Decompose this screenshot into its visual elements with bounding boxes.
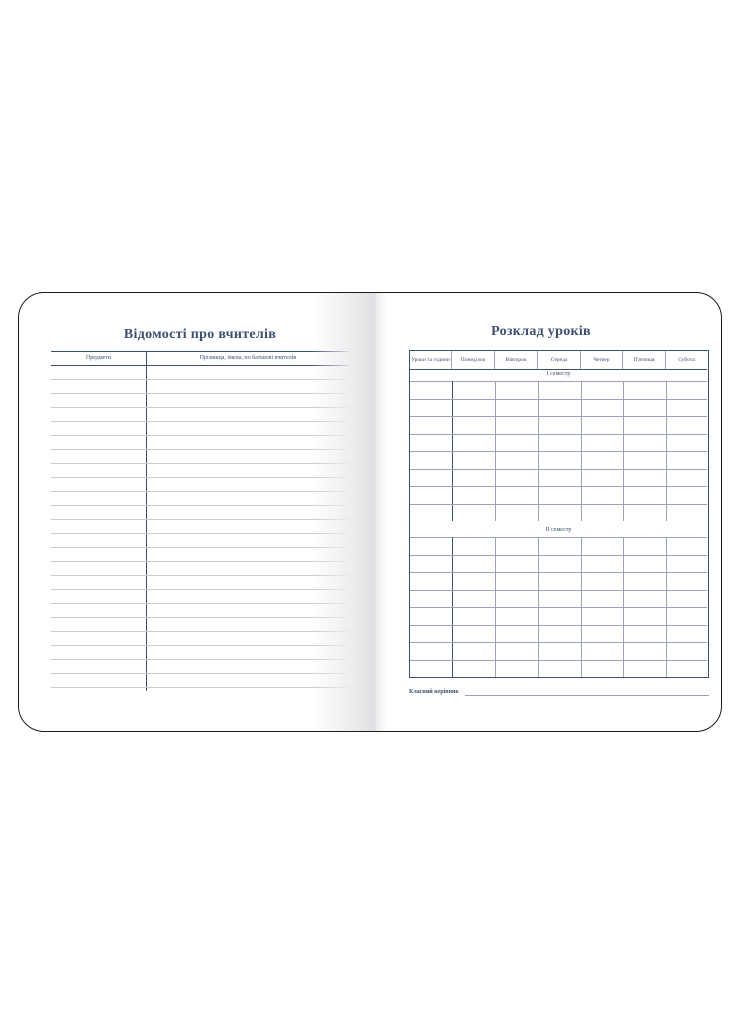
class-teacher-signature bbox=[409, 689, 709, 699]
table-row bbox=[410, 660, 707, 661]
page-title: Розклад уроків bbox=[491, 324, 591, 339]
column-header-3: Середа bbox=[538, 351, 581, 369]
column-header-0: Уроки та години bbox=[410, 351, 452, 369]
table-row bbox=[410, 625, 707, 626]
table-row bbox=[51, 617, 349, 618]
table-row bbox=[410, 451, 707, 452]
semester-2-grid bbox=[410, 537, 707, 677]
notebook-spread bbox=[18, 292, 722, 732]
table-row bbox=[410, 555, 707, 556]
table-row bbox=[410, 642, 707, 643]
table-row bbox=[410, 416, 707, 417]
table-row bbox=[51, 659, 349, 660]
timetable-page bbox=[371, 293, 721, 731]
signature-line bbox=[465, 695, 709, 696]
table-row bbox=[51, 687, 349, 688]
semester-2-label: ІІ семестр bbox=[545, 527, 572, 533]
table-row bbox=[51, 407, 349, 408]
table-row bbox=[410, 486, 707, 487]
table-row bbox=[51, 393, 349, 394]
table-row bbox=[51, 575, 349, 576]
table-row bbox=[51, 589, 349, 590]
semester-1-grid bbox=[410, 381, 707, 521]
table-row bbox=[51, 379, 349, 380]
table-row bbox=[51, 421, 349, 422]
table-row bbox=[51, 561, 349, 562]
table-row bbox=[410, 607, 707, 608]
column-header-subjects: Предмети bbox=[85, 355, 112, 361]
column-header-4: Четвер bbox=[581, 351, 623, 369]
timetable-header-row bbox=[410, 351, 707, 370]
table-row bbox=[410, 572, 707, 573]
table-row bbox=[51, 505, 349, 506]
column-divider bbox=[146, 351, 147, 691]
column-header-1: Понеділок bbox=[452, 351, 495, 369]
table-row bbox=[51, 477, 349, 478]
page-title: Відомості про вчителів bbox=[123, 327, 277, 342]
table-row bbox=[51, 547, 349, 548]
table-row bbox=[410, 434, 707, 435]
header-bottom-border bbox=[51, 365, 349, 366]
table-row bbox=[51, 645, 349, 646]
table-top-border bbox=[51, 351, 349, 352]
table-row bbox=[51, 449, 349, 450]
table-row bbox=[51, 491, 349, 492]
table-row bbox=[410, 590, 707, 591]
column-header-5: П'ятниця bbox=[623, 351, 666, 369]
table-row bbox=[410, 504, 707, 505]
table-row bbox=[51, 435, 349, 436]
table-row bbox=[51, 463, 349, 464]
table-row bbox=[51, 519, 349, 520]
table-row bbox=[51, 533, 349, 534]
column-header-teachers: Прізвища, імена, по батькові вчителів bbox=[199, 355, 297, 361]
table-row bbox=[51, 631, 349, 632]
table-row bbox=[51, 603, 349, 604]
column-header-6: Субота bbox=[678, 357, 695, 363]
table-row bbox=[410, 399, 707, 400]
column-header-2: Вівторок bbox=[495, 351, 538, 369]
timetable bbox=[409, 350, 709, 678]
table-row bbox=[51, 673, 349, 674]
class-teacher-label: Класний керівник bbox=[409, 689, 459, 695]
semester-1-label: І семестр bbox=[546, 371, 571, 377]
table-row bbox=[410, 469, 707, 470]
